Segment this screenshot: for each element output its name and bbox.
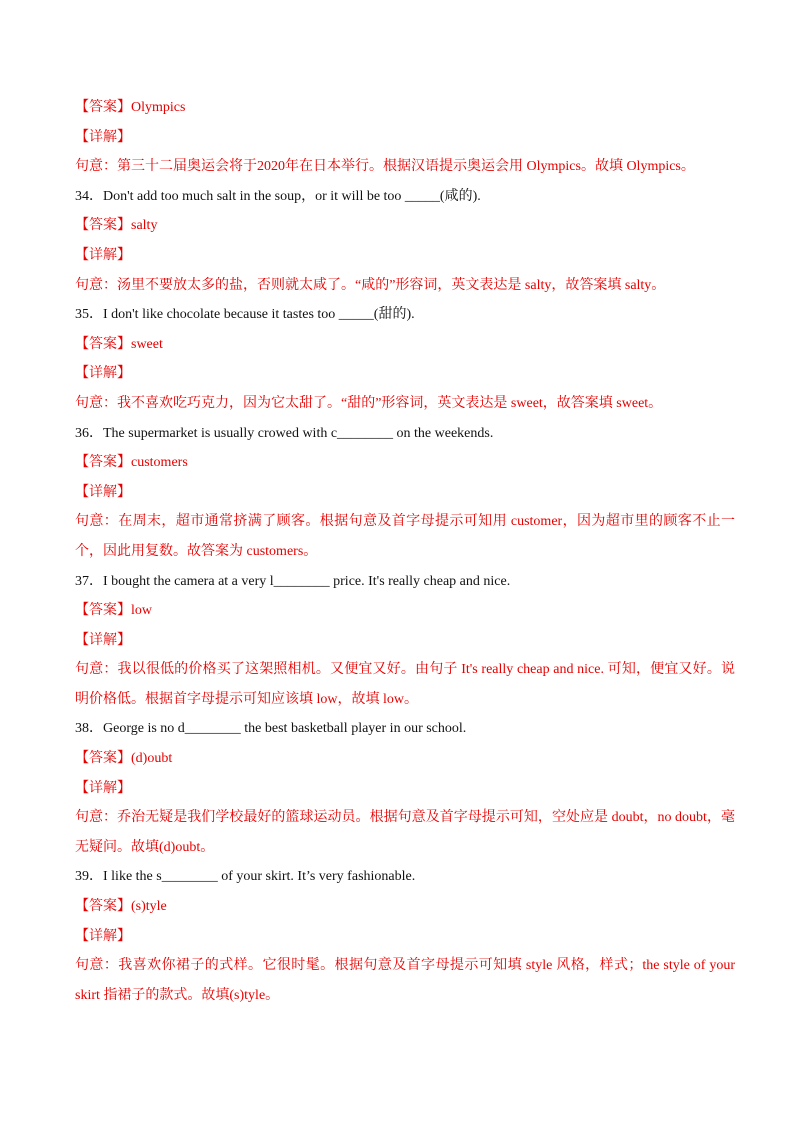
detail-label-line [75, 123, 735, 153]
detail-label-line [75, 626, 735, 656]
question-line [75, 300, 735, 330]
answer-label: 【答案】 [75, 603, 131, 619]
question-text: I like the s________ of your skirt. It’s very fashionable. [103, 869, 416, 885]
detail-label: 【详解】 [75, 928, 131, 944]
detail-label: 【详解】 [75, 780, 131, 796]
question-text: I don't like chocolate because it tastes too _____(甜的). [103, 307, 415, 323]
detail-label: 【详解】 [75, 632, 131, 648]
answer-value: salty [131, 218, 158, 234]
detail-label-line [75, 774, 735, 804]
answer-value: low [131, 603, 152, 619]
detail-label: 【详解】 [75, 129, 131, 145]
answer-value: (s)tyle [131, 899, 167, 915]
detail-label: 【详解】 [75, 366, 131, 382]
detail-label: 【详解】 [75, 484, 131, 500]
answer-line [75, 744, 735, 774]
answer-label: 【答案】 [75, 218, 131, 234]
question-number: 34． [75, 188, 103, 204]
detail-label-line [75, 241, 735, 271]
question-line [75, 567, 735, 597]
answer-line [75, 596, 735, 626]
answer-line [75, 892, 735, 922]
explanation-text: 句意：我喜欢你裙子的式样。它很时髦。根据句意及首字母提示可知填 style 风格，样式；the style of your skirt 指裙子的款式。故填(s)tyle。 [75, 958, 735, 1003]
answer-line [75, 93, 735, 123]
detail-label-line [75, 922, 735, 952]
question-number: 39． [75, 869, 103, 885]
question-line [75, 714, 735, 744]
answer-line [75, 448, 735, 478]
answer-label: 【答案】 [75, 751, 131, 767]
question-line [75, 419, 735, 449]
answer-label: 【答案】 [75, 336, 131, 352]
question-number: 36． [75, 425, 103, 441]
answer-value: (d)oubt [131, 751, 173, 767]
question-number: 37． [75, 573, 103, 589]
detail-label: 【详解】 [75, 247, 131, 263]
answer-line [75, 330, 735, 360]
question-text: George is no d________ the best basketball player in our school. [103, 721, 467, 737]
answer-line [75, 211, 735, 241]
question-text: The supermarket is usually crowed with c________ on the weekends. [103, 425, 494, 441]
answer-value: sweet [131, 336, 163, 352]
explanation-text: 句意：乔治无疑是我们学校最好的篮球运动员。根据句意及首字母提示可知，空处应是 doubt，no doubt，毫无疑问。故填(d)oubt。 [75, 810, 735, 855]
question-line [75, 862, 735, 892]
document-page [75, 93, 735, 1010]
question-text: Don't add too much salt in the soup，or it will be too _____(咸的). [103, 188, 481, 204]
answer-value: Olympics [131, 100, 186, 115]
explanation-text: 句意：我不喜欢吃巧克力，因为它太甜了。“甜的”形容词，英文表达是 sweet，故答案填 sweet。 [75, 395, 663, 411]
question-number: 38． [75, 721, 103, 737]
detail-label-line [75, 478, 735, 508]
answer-label: 【答案】 [75, 100, 131, 115]
explanation-text: 句意：我以很低的价格买了这架照相机。又便宜又好。由句子 It's really cheap and nice. 可知，便宜又好。说明价格低。根据首字母提示可知应该填 low，故填 low。 [75, 662, 735, 707]
explanation-text: 句意：在周末，超市通常挤满了顾客。根据句意及首字母提示可知用 customer，因为超市里的顾客不止一个，因此用复数。故答案为 customers。 [75, 514, 735, 559]
explanation-text: 句意：汤里不要放太多的盐，否则就太咸了。“咸的”形容词，英文表达是 salty，故答案填 salty。 [75, 277, 666, 293]
question-line [75, 182, 735, 212]
answer-label: 【答案】 [75, 455, 131, 471]
explanation-text: 句意：第三十二届奥运会将于2020年在日本举行。根据汉语提示奥运会用 Olympics。故填 Olympics。 [75, 159, 695, 175]
question-text: I bought the camera at a very l________ price. It's really cheap and nice. [103, 573, 511, 589]
detail-label-line [75, 359, 735, 389]
answer-label: 【答案】 [75, 899, 131, 915]
answer-value: customers [131, 455, 188, 471]
question-number: 35． [75, 307, 103, 323]
